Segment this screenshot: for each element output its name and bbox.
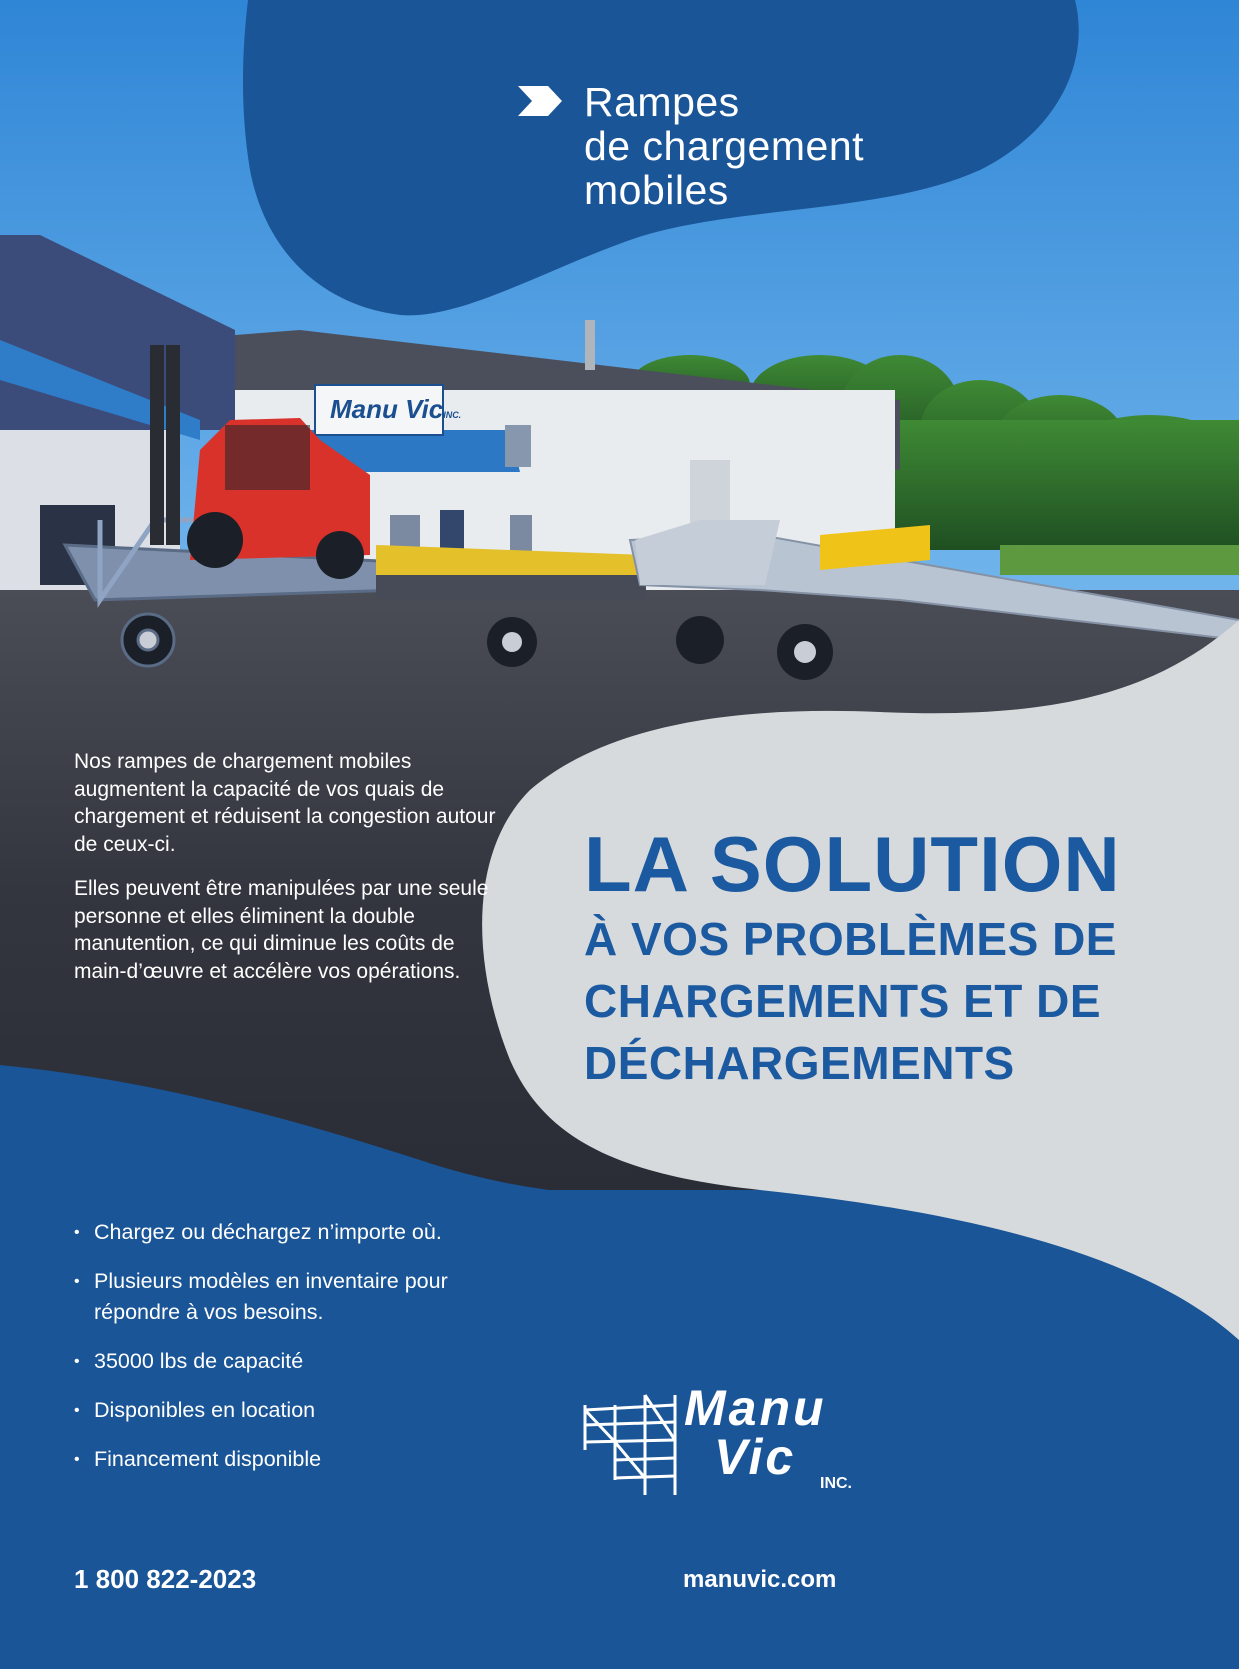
- intro-text: [74, 748, 504, 1002]
- hero-title-line-2: de chargement: [584, 123, 865, 169]
- hero-title-line-1: Rampes: [584, 79, 740, 125]
- scaffold-logo-icon: [580, 1380, 685, 1500]
- headline-line-1: À VOS PROBLÈMES DE: [584, 913, 1117, 965]
- list-item: • Financement disponible: [74, 1444, 494, 1475]
- website-link[interactable]: manuvic.com: [683, 1566, 837, 1593]
- phone-number: 1 800 822-2023: [74, 1564, 257, 1594]
- chevron-arrow-icon: [516, 84, 564, 118]
- headline-line-3: DÉCHARGEMENTS: [584, 1037, 1015, 1089]
- building-sign-text: [330, 394, 461, 424]
- building-sign-vic: Vic: [405, 394, 444, 424]
- list-item: • Plusieurs modèles en inventaire pour répondre à vos besoins.: [74, 1266, 494, 1328]
- hero-title-line-3: mobiles: [584, 167, 729, 213]
- list-item: • 35000 lbs de capacité: [74, 1346, 494, 1377]
- list-item: • Disponibles en location: [74, 1395, 494, 1426]
- features-list: [74, 1217, 494, 1493]
- list-item: • Chargez ou déchargez n’importe où.: [74, 1217, 494, 1248]
- intro-paragraph-2: Elles peuvent être manipulées par une seule personne et elles éliminent la double manutention, ce qui diminue les coûts de main-d’œuvre et accélère vos opérations.: [74, 877, 489, 983]
- building-sign-inc: INC.: [443, 410, 462, 420]
- headline: [584, 820, 1224, 1094]
- logo-word-manu: Manu: [684, 1380, 827, 1436]
- building-sign-manu: Manu: [330, 394, 398, 424]
- logo-word-vic: Vic: [714, 1429, 797, 1485]
- headline-line-2: CHARGEMENTS ET DE: [584, 975, 1102, 1027]
- headline-big: LA SOLUTION: [584, 820, 1121, 908]
- logo-inc: INC.: [820, 1475, 852, 1492]
- intro-paragraph-1: Nos rampes de chargement mobiles augmentent la capacité de vos quais de chargement et réduisent la congestion autour de ceux-ci.: [74, 750, 496, 856]
- hero-title: [584, 80, 864, 212]
